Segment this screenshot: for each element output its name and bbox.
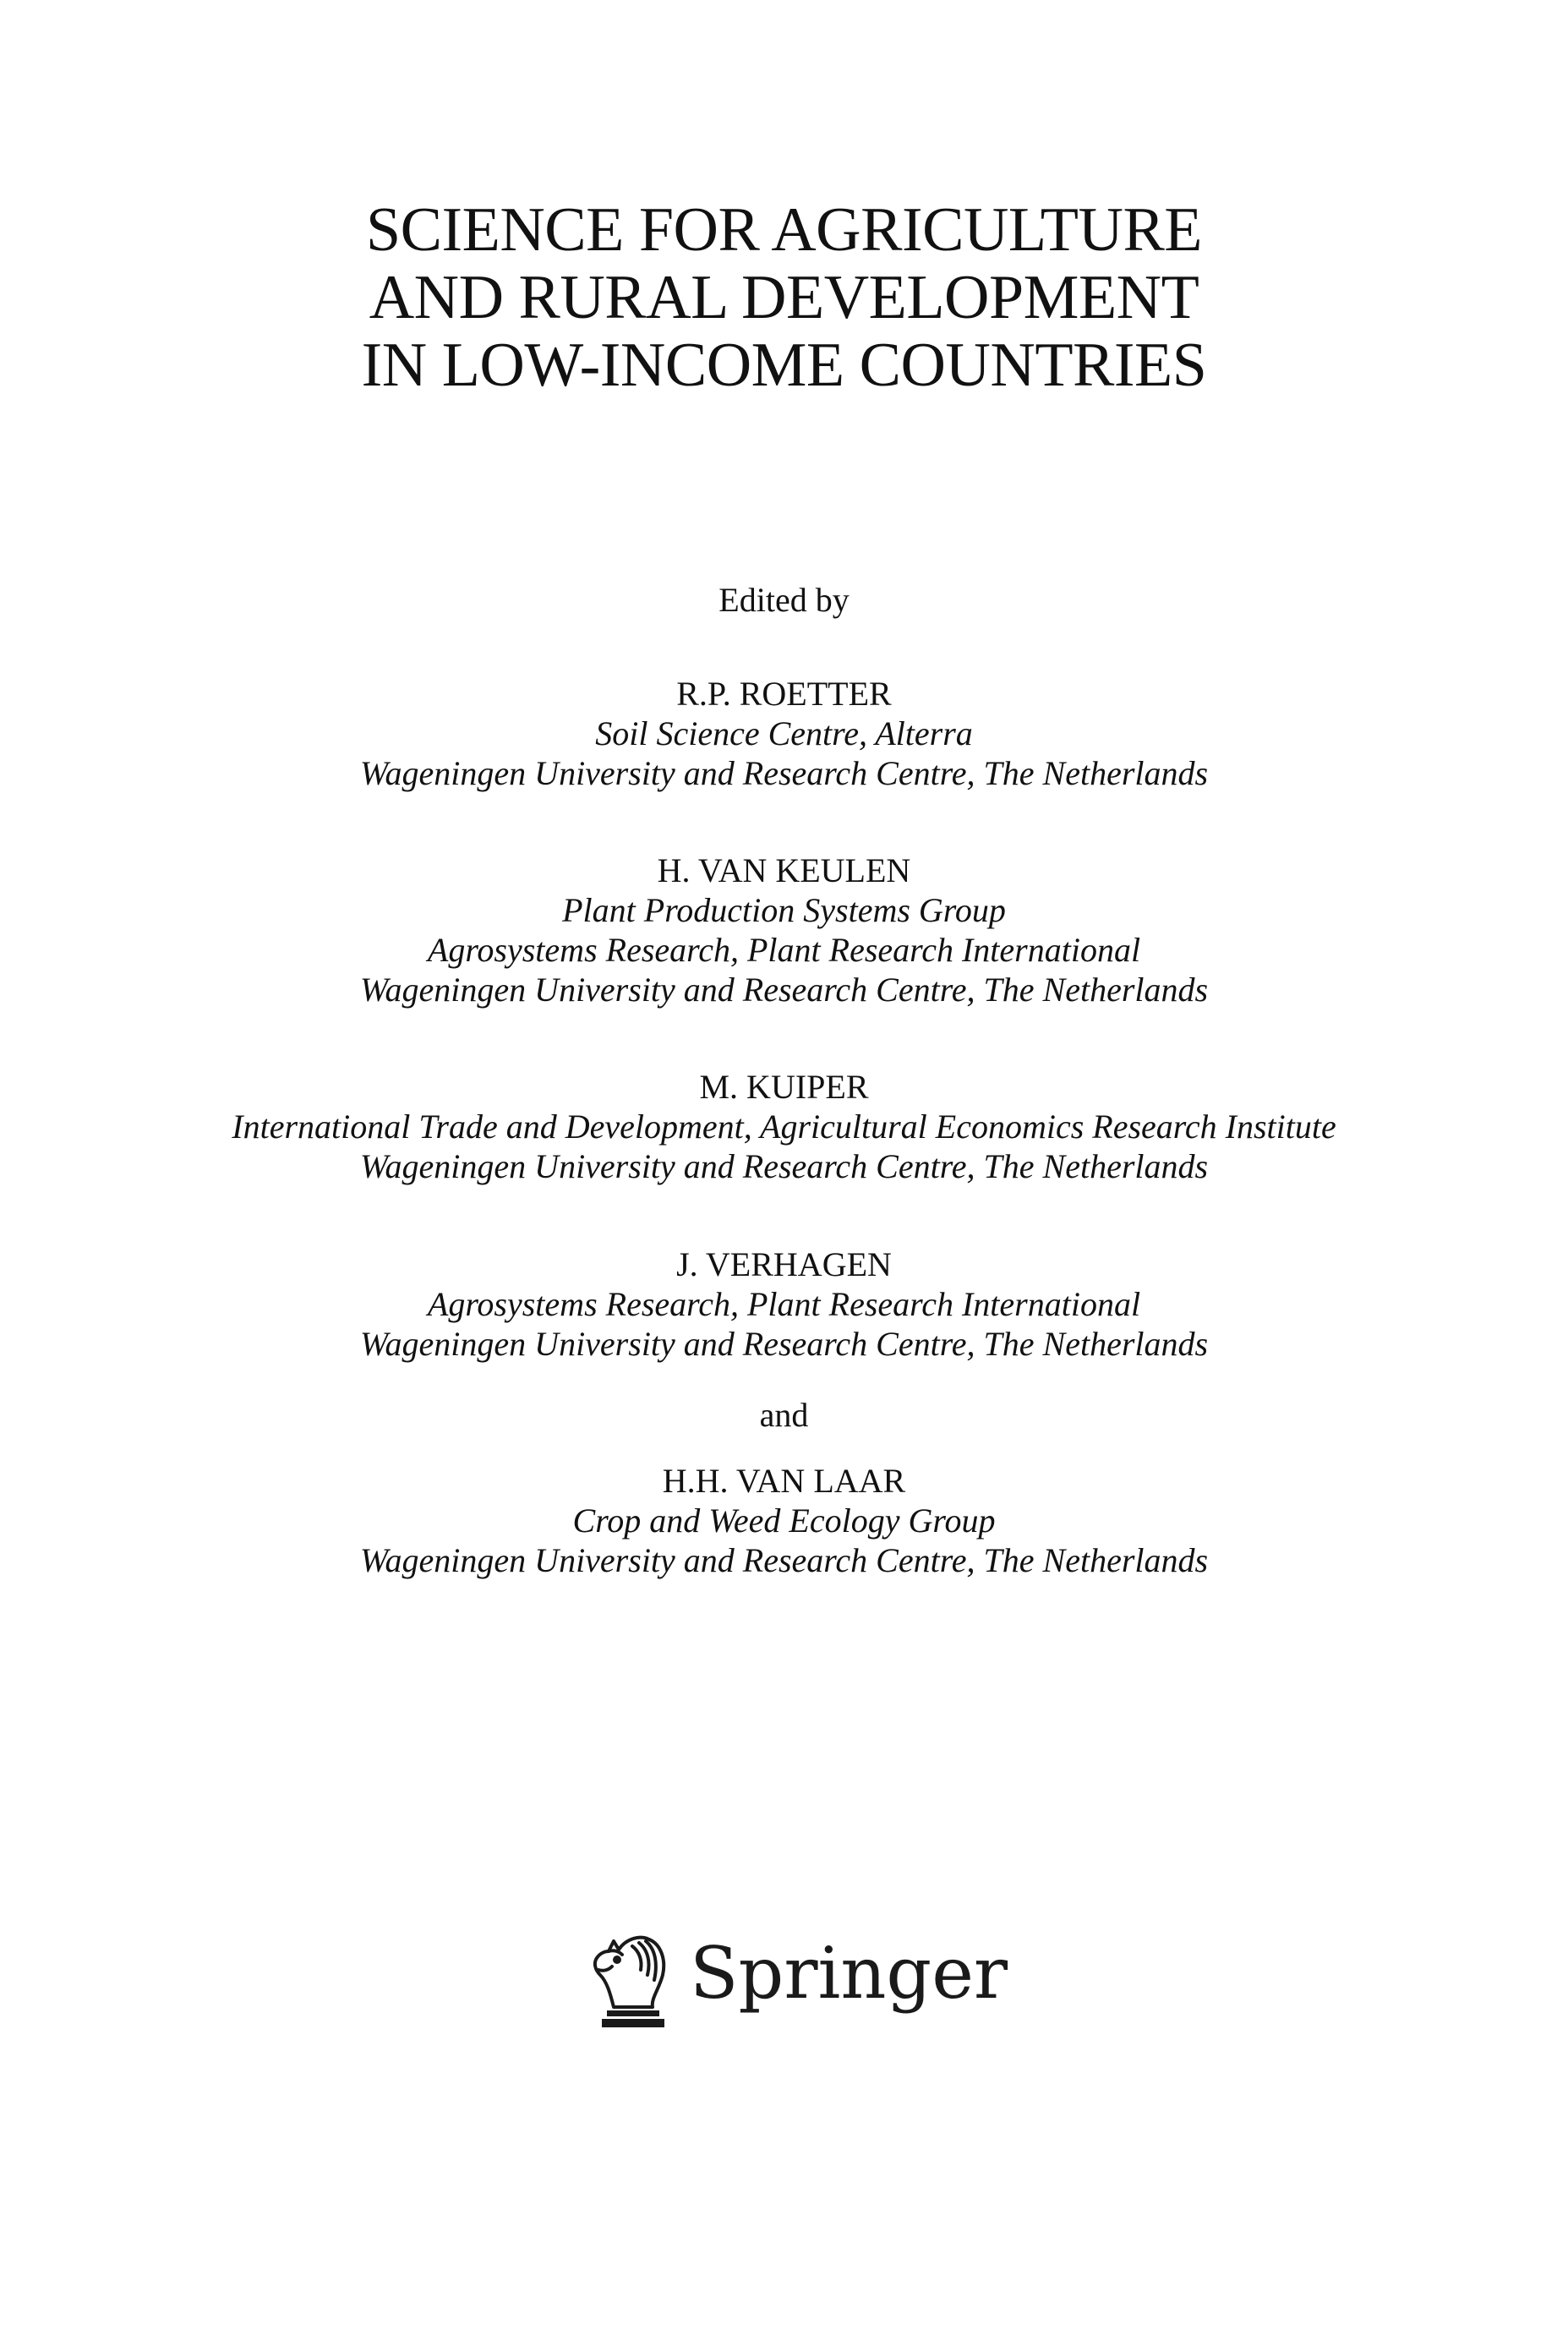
chess-knight-icon (588, 1926, 676, 2031)
editor-affiliation: Crop and Weed Ecology Group (572, 1501, 996, 1540)
editor-van-keulen (0, 851, 1568, 1009)
editor-roetter (0, 674, 1568, 793)
edited-by-label: Edited by (718, 581, 850, 619)
editor-name: M. KUIPER (699, 1068, 869, 1106)
editor-name: H.H. VAN LAAR (662, 1462, 906, 1500)
editor-affiliation: Agrosystems Research, Plant Research International (427, 931, 1141, 969)
editor-affiliation: Soil Science Centre, Alterra (595, 714, 973, 752)
editor-name: J. VERHAGEN (676, 1245, 892, 1283)
editor-affiliation: Wageningen University and Research Centre, The Netherlands (359, 1325, 1209, 1363)
editor-affiliation: Wageningen University and Research Centre, The Netherlands (359, 971, 1209, 1009)
book-title (0, 196, 1568, 399)
editor-affiliation: International Trade and Development, Agricultural Economics Research Institute (232, 1108, 1336, 1146)
editor-affiliation: Wageningen University and Research Centre, The Netherlands (359, 1541, 1209, 1579)
editor-affiliation: Wageningen University and Research Centre, The Netherlands (359, 1147, 1209, 1185)
editor-affiliation: Wageningen University and Research Centre, The Netherlands (359, 754, 1209, 792)
editor-kuiper (0, 1067, 1568, 1186)
publisher-name: Springer (690, 1932, 1008, 2015)
editor-verhagen (0, 1244, 1568, 1364)
editor-name: H. VAN KEULEN (657, 851, 911, 889)
editor-name: R.P. ROETTER (676, 675, 892, 713)
editor-van-laar (0, 1461, 1568, 1580)
title-line-2: AND RURAL DEVELOPMENT (369, 263, 1199, 332)
conjunction-and: and (759, 1396, 809, 1434)
title-line-3: IN LOW-INCOME COUNTRIES (361, 331, 1207, 400)
publisher-logo (588, 1926, 1008, 2036)
title-line-1: SCIENCE FOR AGRICULTURE (365, 195, 1203, 265)
editor-affiliation: Agrosystems Research, Plant Research International (427, 1285, 1141, 1323)
editor-affiliation: Plant Production Systems Group (562, 891, 1006, 929)
